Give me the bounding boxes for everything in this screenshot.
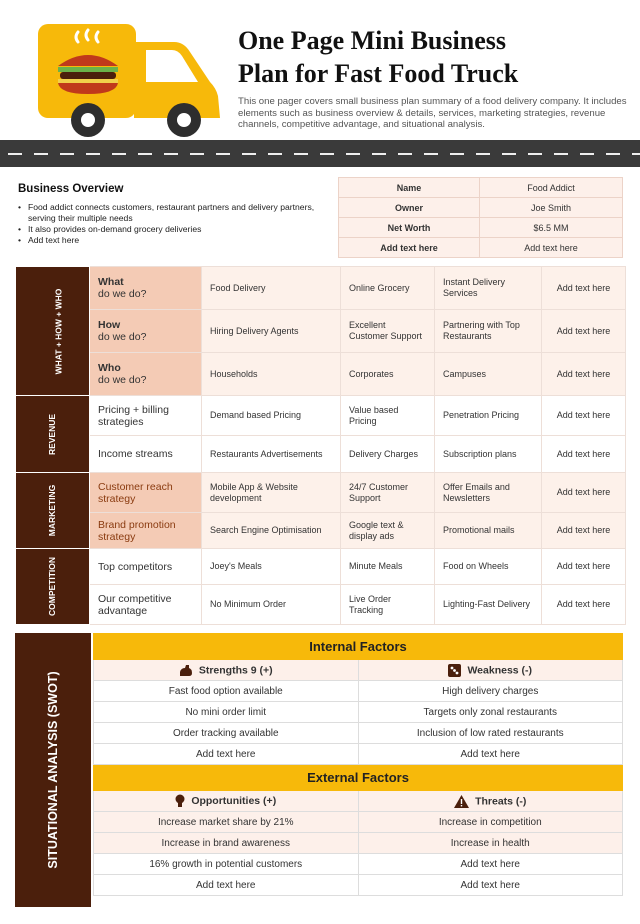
swot-cell: Add text here <box>358 854 623 875</box>
info-value: Joe Smith <box>480 198 623 218</box>
swot-cell: 16% growth in potential customers <box>94 854 359 875</box>
row-label: Pricing + billing strategies <box>90 396 202 436</box>
table-cell: Lighting-Fast Delivery <box>435 585 542 625</box>
table-row <box>94 723 623 744</box>
table-cell: Offer Emails and Newsletters <box>435 473 542 513</box>
threats-header: Threats (-) <box>358 791 623 812</box>
table-cell: Households <box>202 353 341 396</box>
table-row <box>94 833 623 854</box>
table-row <box>94 744 623 765</box>
table-cell: Promotional mails <box>435 513 542 549</box>
row-label: Brand promotion strategy <box>90 513 202 549</box>
table-cell: Mobile App & Website development <box>202 473 341 513</box>
swot-cell: Add text here <box>358 744 623 765</box>
table-cell: Add text here <box>542 473 626 513</box>
table-row <box>94 702 623 723</box>
list-item: • Add text here <box>18 235 338 246</box>
weakness-dice-icon <box>448 664 461 677</box>
strengths-header: Strengths 9 (+) <box>94 660 359 681</box>
business-info-table <box>338 177 623 258</box>
table-cell: Search Engine Optimisation <box>202 513 341 549</box>
info-key: Owner <box>339 198 480 218</box>
info-key: Name <box>339 178 480 198</box>
table-cell: 24/7 Customer Support <box>341 473 435 513</box>
info-key: Net Worth <box>339 218 480 238</box>
external-factors-header: External Factors <box>94 765 623 791</box>
row-label: Customer reach strategy <box>90 473 202 513</box>
swot-cell: Fast food option available <box>94 681 359 702</box>
business-overview <box>18 183 338 246</box>
section-label-marketing: MARKETING <box>16 473 90 549</box>
bulb-icon <box>175 794 185 808</box>
table-cell: Add text here <box>542 585 626 625</box>
table-row <box>94 681 623 702</box>
strength-arm-icon <box>179 664 193 677</box>
table-row <box>94 765 623 791</box>
table-cell: Add text here <box>542 267 626 310</box>
table-row <box>94 875 623 896</box>
table-cell: Add text here <box>542 310 626 353</box>
table-row <box>16 473 626 513</box>
table-cell: Food on Wheels <box>435 549 542 585</box>
swot-side-label: SITUATIONAL ANALYSIS (SWOT) <box>15 633 91 907</box>
table-cell: Value based Pricing <box>341 396 435 436</box>
row-label: Income streams <box>90 436 202 473</box>
table-row <box>16 513 626 549</box>
table-row <box>339 238 623 258</box>
swot-cell: Increase in brand awareness <box>94 833 359 854</box>
table-cell: Add text here <box>542 549 626 585</box>
info-value: Add text here <box>480 238 623 258</box>
table-cell: Online Grocery <box>341 267 435 310</box>
table-cell: Instant Delivery Services <box>435 267 542 310</box>
row-label: Top competitors <box>90 549 202 585</box>
overview-title: Business Overview <box>18 183 124 195</box>
section-label-competition: COMPETITION <box>16 549 90 625</box>
table-cell: Add text here <box>542 353 626 396</box>
table-row <box>339 218 623 238</box>
table-row <box>94 791 623 812</box>
warning-icon <box>454 795 469 808</box>
swot-section <box>15 633 625 907</box>
weakness-header: Weakness (-) <box>358 660 623 681</box>
table-cell: Corporates <box>341 353 435 396</box>
row-label: Who do we do? <box>90 353 202 396</box>
food-truck-icon <box>34 22 226 140</box>
table-cell: Food Delivery <box>202 267 341 310</box>
swot-table <box>93 633 623 896</box>
swot-cell: Increase market share by 21% <box>94 812 359 833</box>
table-cell: Add text here <box>542 436 626 473</box>
table-cell: Restaurants Advertisements <box>202 436 341 473</box>
swot-cell: Add text here <box>94 744 359 765</box>
page-title: One Page Mini Business Plan for Fast Food Truck <box>238 26 519 88</box>
list-item: • Food addict connects customers, restaurant partners and delivery partners, serving their multiple needs <box>18 202 338 224</box>
table-row <box>16 310 626 353</box>
table-cell: Demand based Pricing <box>202 396 341 436</box>
road-divider <box>0 140 640 167</box>
swot-cell: High delivery charges <box>358 681 623 702</box>
swot-cell: Order tracking available <box>94 723 359 744</box>
section-label-revenue: REVENUE <box>16 396 90 473</box>
table-cell: Subscription plans <box>435 436 542 473</box>
section-label-what-how-who: WHAT + HOW + WHO <box>16 267 90 396</box>
table-cell: Live Order Tracking <box>341 585 435 625</box>
swot-cell: Increase in competition <box>358 812 623 833</box>
swot-cell: Add text here <box>358 875 623 896</box>
table-row <box>94 854 623 875</box>
table-row <box>16 267 626 310</box>
table-row <box>339 178 623 198</box>
swot-cell: Increase in health <box>358 833 623 854</box>
page-subtitle: This one pager covers small business plan summary of a food delivery company. It includes elements such as business overview & details, services, marketing strategies, revenue channels, competitive advantage, and situational analysis. <box>238 96 627 130</box>
overview-list <box>18 202 338 246</box>
info-value: Food Addict <box>480 178 623 198</box>
row-label: Our competitive advantage <box>90 585 202 625</box>
table-row <box>16 549 626 585</box>
table-row <box>16 585 626 625</box>
table-row <box>16 436 626 473</box>
opportunities-header: Opportunities (+) <box>94 791 359 812</box>
table-row <box>339 198 623 218</box>
list-item: • It also provides on-demand grocery deliveries <box>18 224 338 235</box>
table-cell: No Minimum Order <box>202 585 341 625</box>
table-cell: Hiring Delivery Agents <box>202 310 341 353</box>
table-cell: Minute Meals <box>341 549 435 585</box>
table-row <box>94 660 623 681</box>
table-row <box>94 812 623 833</box>
table-cell: Excellent Customer Support <box>341 310 435 353</box>
table-row <box>16 353 626 396</box>
info-key: Add text here <box>339 238 480 258</box>
table-cell: Partnering with Top Restaurants <box>435 310 542 353</box>
table-cell: Penetration Pricing <box>435 396 542 436</box>
table-row <box>16 396 626 436</box>
table-cell: Add text here <box>542 396 626 436</box>
internal-factors-header: Internal Factors <box>94 634 623 660</box>
table-cell: Google text & display ads <box>341 513 435 549</box>
info-value: $6.5 MM <box>480 218 623 238</box>
swot-cell: Inclusion of low rated restaurants <box>358 723 623 744</box>
table-cell: Add text here <box>542 513 626 549</box>
row-label: What do we do? <box>90 267 202 310</box>
row-label: How do we do? <box>90 310 202 353</box>
table-cell: Campuses <box>435 353 542 396</box>
table-cell: Joey's Meals <box>202 549 341 585</box>
table-cell: Delivery Charges <box>341 436 435 473</box>
table-row <box>94 634 623 660</box>
swot-cell: No mini order limit <box>94 702 359 723</box>
plan-table <box>15 266 626 625</box>
swot-cell: Targets only zonal restaurants <box>358 702 623 723</box>
swot-cell: Add text here <box>94 875 359 896</box>
